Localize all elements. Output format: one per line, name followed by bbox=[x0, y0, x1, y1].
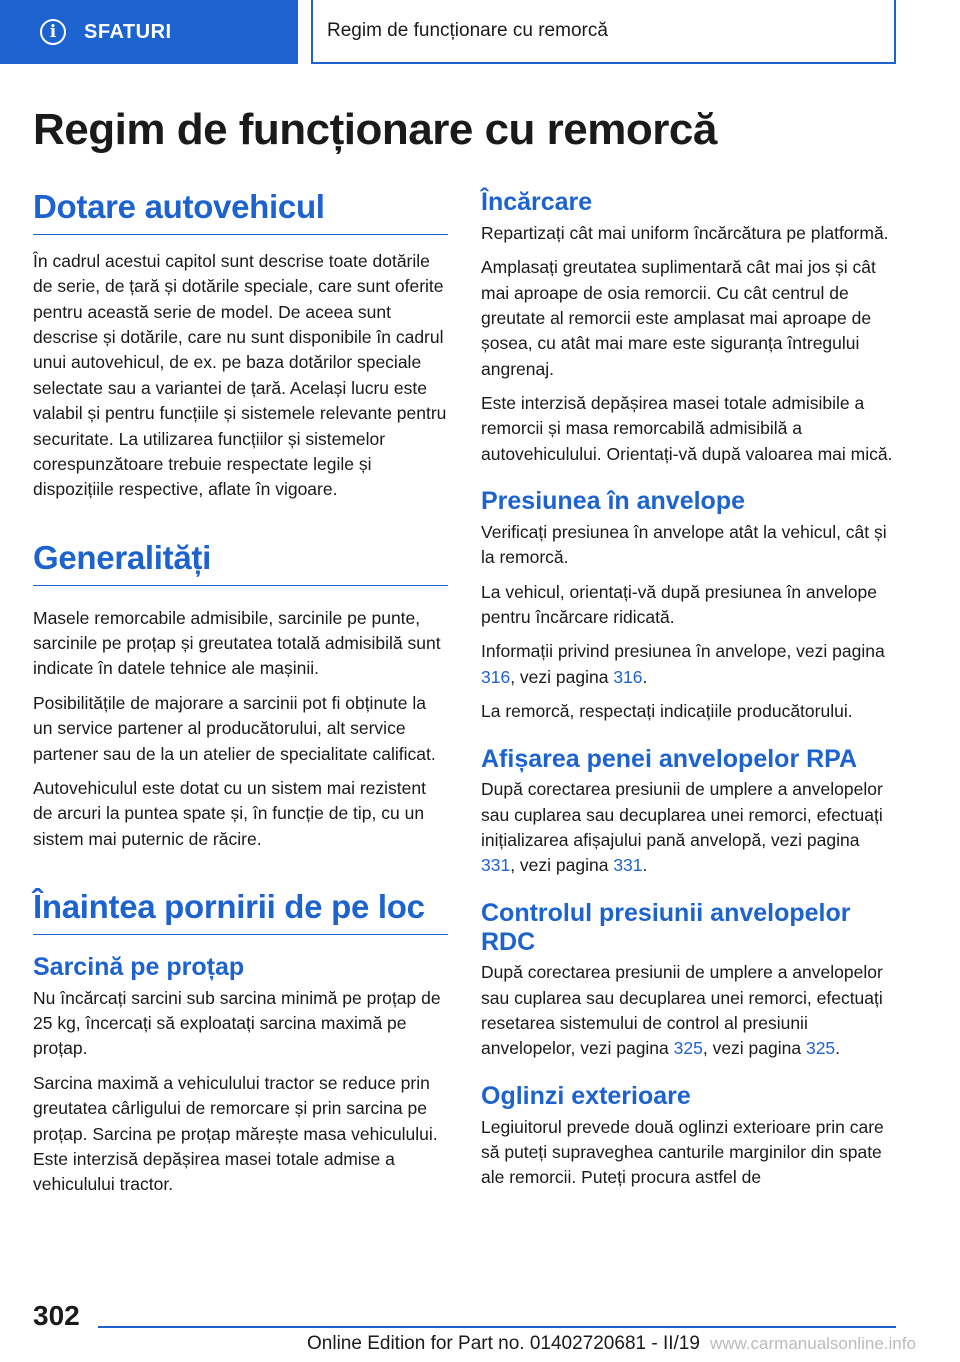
paragraph: În cadrul acestui capitol sunt descrise toate dotările de serie, de țară și dotările speciale, care sunt oferite pentru această serie de model. De aceea sunt descrise și dotările, care nu sunt disponibile în cadrul unui autovehicul, de ex. pe baza dotărilor speciale selectate sau a variantei de țară. Același lucru este valabil și pentru funcțiile și sistemele relevante pentru securitate. La utilizarea funcțiilor și sistemelor corespunzătoare trebuie respectate legile și dispozițiile respective, aflate în vigoare. bbox=[33, 250, 447, 500]
watermark-site: www.carmanualsonline.info bbox=[709, 1334, 916, 1353]
paragraph: La vehicul, orientați-vă după presiunea în anvelope pentru încărcare ridicată. bbox=[481, 581, 877, 627]
paragraph: Nu încărcați sarcini sub sarcina minimă pe proțap de 25 kg, încercați să exploatați sarcina maximă pe proțap. bbox=[33, 987, 441, 1059]
page-link-325[interactable]: 325 bbox=[805, 1038, 836, 1059]
page-number: 302 bbox=[33, 1300, 80, 1331]
page-link-316[interactable]: 316 bbox=[481, 666, 511, 687]
section-heading-inaintea-pornirii: Înaintea pornirii de pe loc bbox=[33, 888, 448, 935]
subheading-rpa: Afișarea penei anvelopelor RPA bbox=[481, 744, 858, 773]
paragraph: După corectarea presiunii de umplere a anvelopelor sau cuplarea sau decuplarea unei remorci, efectuați resetarea sistemului de control al presiunii anvelopelor, vezi pagina 325, vezi pagina 325. bbox=[481, 962, 883, 1059]
paragraph: La remorcă, respectați indicațiile producătorului. bbox=[481, 701, 853, 722]
paragraph: Posibilitățile de majorare a sarcinii pot fi obținute la un service partener al producătorului, alt service partener sau de la un atelier de specialitate calificat. bbox=[33, 692, 436, 764]
paragraph: Informații privind presiunea în anvelope, vezi pagina 316, vezi pagina 316. bbox=[481, 641, 885, 687]
footer-divider bbox=[98, 1326, 896, 1328]
paragraph: Este interzisă depășirea masei totale admisibile a remorcii și masa remorcabilă admisibilă a autovehiculului. Orientați-vă după valoarea mai mică. bbox=[481, 393, 893, 464]
section-heading-generalitati: Generalități bbox=[33, 539, 448, 586]
left-column bbox=[33, 188, 448, 1207]
breadcrumb bbox=[311, 0, 896, 64]
paragraph: După corectarea presiunii de umplere a anvelopelor sau cuplarea sau decuplarea unei remorci, efectuați inițializarea afișajului pană anvelopă, vezi pagina 331, vezi pagina 331. bbox=[481, 779, 883, 876]
page-link-325[interactable]: 325 bbox=[673, 1038, 703, 1059]
info-icon: i bbox=[40, 19, 66, 45]
page-link-316[interactable]: 316 bbox=[613, 666, 643, 687]
subheading-oglinzi: Oglinzi exterioare bbox=[481, 1081, 691, 1110]
paragraph: Amplasați greutatea suplimentară cât mai jos și cât mai aproape de osia remorcii. Cu cât centrul de greutate al remorcii este amplasat mai aproape de șosea, cu atât mai mare este siguranța întregului angrenaj. bbox=[481, 257, 876, 379]
tab-label: SFATURI bbox=[84, 20, 172, 43]
edition-text: Online Edition for Part no. 01402720681 - II/19 bbox=[307, 1333, 700, 1354]
footer-edition bbox=[307, 1333, 916, 1355]
paragraph: Sarcina maximă a vehiculului tractor se reduce prin greutatea cârligului de remorcare și prin sarcina pe proțap. Sarcina pe proțap mărește masa vehiculului. Este interzisă depășirea masei totale admise a vehiculului tractor. bbox=[33, 1072, 438, 1195]
breadcrumb-text: Regim de funcționare cu remorcă bbox=[327, 20, 608, 41]
header-tab[interactable] bbox=[0, 0, 298, 64]
subheading-incarcare: Încărcare bbox=[481, 188, 593, 216]
subheading-presiunea: Presiunea în anvelope bbox=[481, 487, 745, 516]
page-title: Regim de funcționare cu remorcă bbox=[33, 105, 717, 154]
paragraph: Masele remorcabile admisibile, sarcinile pe punte, sarcinile pe proțap și greutatea totală admisibilă sunt indicate în datele tehnice ale mașinii. bbox=[33, 607, 441, 679]
paragraph: Verificați presiunea în anvelope atât la vehicul, cât și la remorcă. bbox=[481, 521, 887, 568]
paragraph: Repartizați cât mai uniform încărcătura pe platformă. bbox=[481, 222, 889, 243]
subheading-sarcina-protap: Sarcină pe proțap bbox=[33, 952, 245, 981]
page-link-331[interactable]: 331 bbox=[481, 855, 511, 876]
paragraph: Legiuitorul prevede două oglinzi exterioare prin care să puteți supraveghea canturile marginilor din spate ale remorcii. Puteți procura astfel de bbox=[481, 1116, 884, 1188]
right-column bbox=[481, 188, 896, 1200]
page-link-331[interactable]: 331 bbox=[613, 855, 643, 876]
subheading-rdc: Controlul presiunii anvelopelor RDC bbox=[481, 898, 851, 956]
section-heading-dotare: Dotare autovehicul bbox=[33, 188, 448, 235]
paragraph: Autovehiculul este dotat cu un sistem mai rezistent de arcuri la puntea spate și, în funcție de tip, cu un sistem mai puternic de răcire. bbox=[33, 777, 426, 849]
